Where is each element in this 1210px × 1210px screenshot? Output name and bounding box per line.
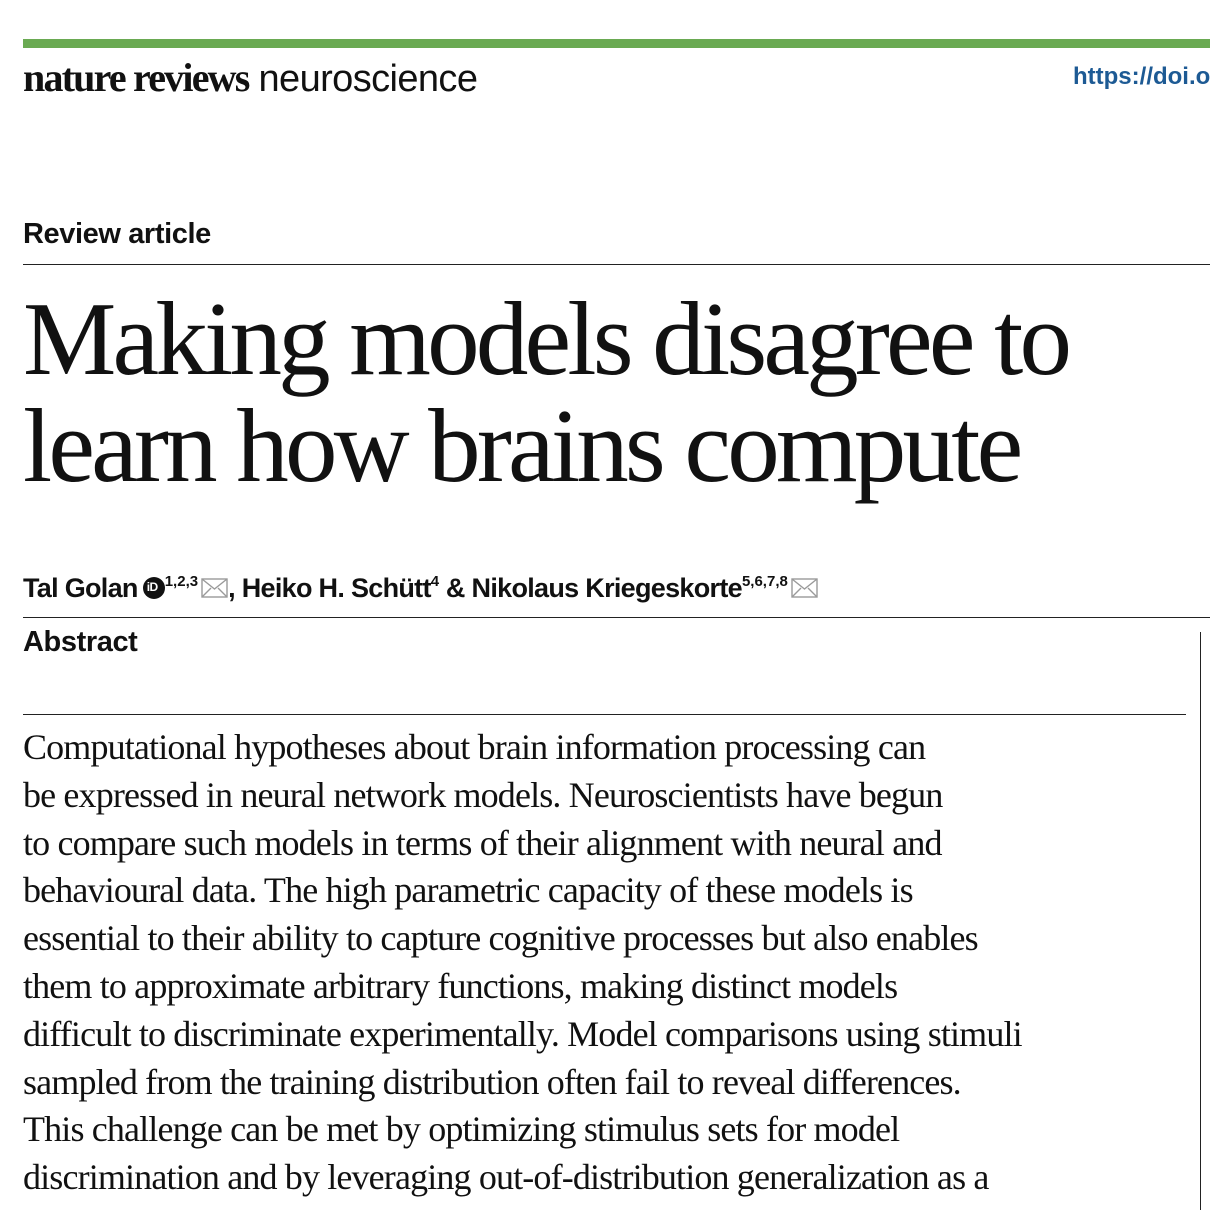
abstract-line: sampled from the training distribution often fail to reveal differences. bbox=[23, 1061, 961, 1102]
mail-icon[interactable] bbox=[201, 577, 228, 599]
author-affiliations: 5,6,7,8 bbox=[741, 573, 788, 590]
abstract-heading: Abstract bbox=[23, 626, 138, 658]
abstract-text bbox=[23, 724, 1193, 1202]
abstract-divider bbox=[23, 714, 1186, 715]
author-separator: & bbox=[445, 573, 465, 603]
doi-link[interactable]: https://doi.o bbox=[1073, 63, 1210, 90]
orcid-icon[interactable] bbox=[143, 577, 165, 599]
author-affiliations: 1,2,3 bbox=[164, 573, 199, 590]
author-affiliations: 4 bbox=[430, 573, 440, 590]
abstract-line: behavioural data. The high parametric capacity of these models is bbox=[23, 870, 913, 911]
abstract-line: difficult to discriminate experimentally. Model comparisons using stimuli bbox=[23, 1013, 1022, 1054]
author-name[interactable]: Heiko H. Schütt bbox=[241, 573, 431, 603]
authors-divider bbox=[23, 617, 1210, 618]
title-line: learn how brains compute bbox=[23, 387, 1020, 504]
author-name[interactable]: Nikolaus Kriegeskorte bbox=[471, 573, 742, 603]
abstract-line: to compare such models in terms of their alignment with neural and bbox=[23, 822, 942, 863]
article-type: Review article bbox=[23, 218, 211, 250]
abstract-line: Computational hypotheses about brain information processing can bbox=[23, 727, 926, 767]
side-column-rule bbox=[1200, 632, 1201, 1210]
journal-name-secondary: neuroscience bbox=[258, 58, 478, 100]
title-line: Making models disagree to bbox=[23, 280, 1069, 397]
author-separator: , bbox=[228, 573, 235, 603]
article-title bbox=[23, 280, 1203, 504]
abstract-line: essential to their ability to capture cognitive processes but also enables bbox=[23, 918, 978, 959]
journal-masthead bbox=[23, 55, 478, 100]
journal-accent-bar bbox=[23, 39, 1210, 48]
article-type-divider bbox=[23, 264, 1210, 265]
author-list bbox=[23, 571, 818, 605]
abstract-line: them to approximate arbitrary functions, making distinct models bbox=[23, 965, 898, 1006]
abstract-line: discrimination and by leveraging out-of-distribution generalization as a bbox=[23, 1157, 989, 1198]
mail-icon[interactable] bbox=[791, 577, 818, 599]
abstract-line: This challenge can be met by optimizing stimulus sets for model bbox=[23, 1109, 900, 1150]
journal-name-primary: nature reviews bbox=[23, 55, 249, 100]
abstract-line: be expressed in neural network models. Neuroscientists have begun bbox=[23, 774, 943, 815]
author-name[interactable]: Tal Golan bbox=[23, 573, 138, 603]
